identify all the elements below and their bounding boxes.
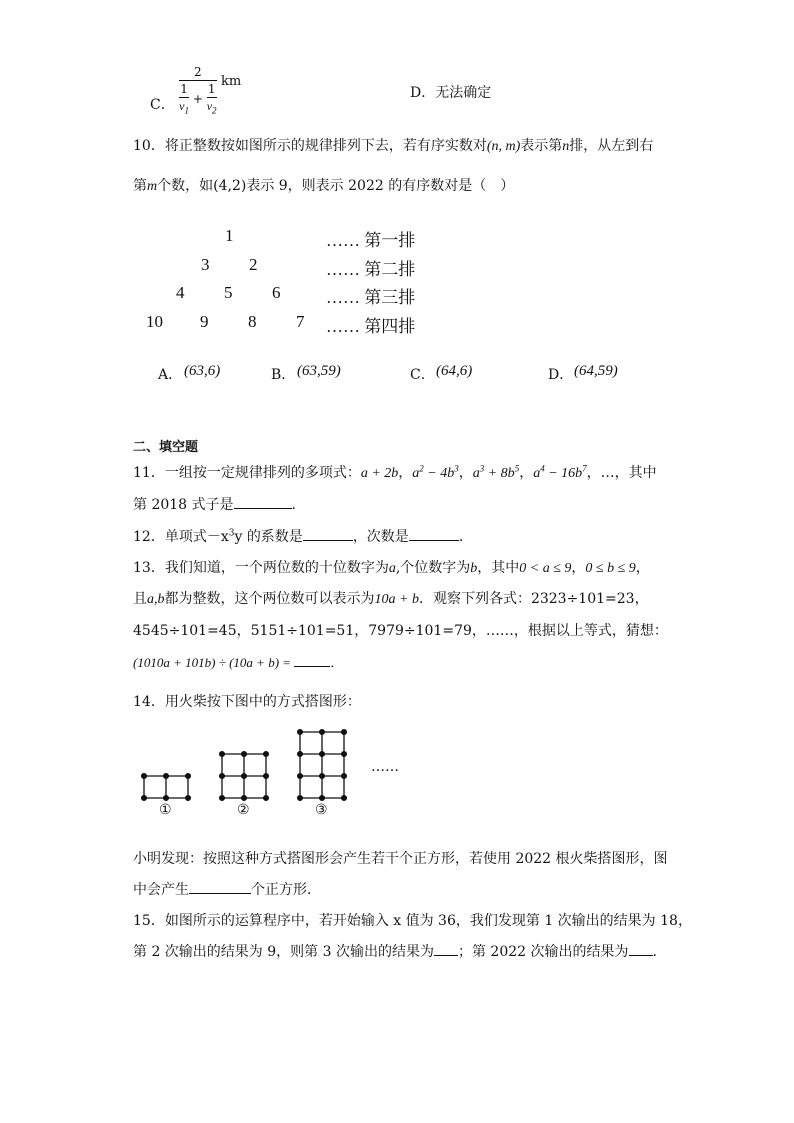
tri-r4-4: 7 [296,312,305,331]
answer-blank[interactable] [234,494,292,509]
q15-line1: 15．如图所示的运算程序中，若开始输入 x 值为 36，我们发现第 1 次输出的结果为 18， [133,913,692,929]
q10-option-a-value: (63,6) [184,363,221,379]
q11-poly-1: a + 2b [360,466,399,481]
tri-r4-3: 8 [248,312,257,331]
unit-km: km [221,74,242,90]
q14-line1: 小明发现：按照这种方式搭图形会产生若干个正方形，若使用 2022 根火柴搭图形，图 [133,851,668,867]
option-d: D．无法确定 [410,85,492,101]
option-c [150,64,241,120]
q11-line2: 第 2018 式子是 . [133,494,296,514]
answer-blank[interactable] [294,652,330,667]
q10-option-d-value: (64,59) [574,363,618,379]
answer-blank[interactable] [434,941,458,956]
q13-line1: 13．我们知道，一个两位数的十位数字为a,个位数字为b，其中0 < a ≤ 9，0 ≤ b ≤ 9， [133,560,650,576]
tri-r2-1: 3 [201,255,210,274]
q14-title: 14．用火柴按下图中的方式搭图形： [133,694,361,710]
figure-ellipsis: …… [371,759,399,775]
figure-label-2: ② [237,802,250,818]
figure-2 [220,752,269,801]
figure-label-3: ③ [315,802,328,818]
tri-r4-1: 10 [146,312,163,331]
section-heading: 二、填空题 [133,440,199,455]
q13-line2: 且a,b都为整数，这个两位数可以表示为10a + b．观察下列各式：2323÷101=23， [133,591,649,607]
answer-blank[interactable] [303,526,353,541]
q11-line1: 11．一组按一定规律排列的多项式：a + 2b，$a^2 - 4b^3$，$a^3 + 8b^5$，$a^4 - 16b^7$，…，其中 [133,463,657,481]
q10-option-c-label: C． [410,367,435,383]
q13-line4: (1010a + 101b) ÷ (10a + b) = ． [133,652,343,671]
q10-option-b-label: B． [271,367,296,383]
q10-option-c-value: (64,6) [436,363,473,379]
fraction-denominator: $\frac{1}{v_1}$ + $\frac{1}{v_2}$ [179,82,217,116]
q10-line2: 第m个数，如(4,2)表示 9，则表示 2022 的有序数对是（ ） [133,178,515,194]
tri-r1-1: 1 [225,226,234,245]
figure-3 [298,730,347,801]
q14-line2: 中会产生 个正方形． [133,879,321,899]
fraction-numerator: 2 [179,64,216,81]
q10-line1: 10．将正整数按如图所示的规律排列下去，若有序实数对(n, m)表示第n排，从左到右 [133,138,654,154]
figure-1 [142,774,191,801]
q11-poly-2: $a^2 - 4b^3$ [412,463,459,481]
row-label-3: …… 第三排 [326,288,416,307]
figure-label-1: ① [159,802,172,818]
tri-r2-2: 2 [249,255,258,274]
q11-poly-4: $a^4 - 16b^7$ [533,463,587,481]
q10-option-d-label: D． [548,367,574,383]
tri-r4-2: 9 [200,312,209,331]
answer-blank[interactable] [409,526,459,541]
q15-line2: 第 2 次输出的结果为 9，则第 3 次输出的结果为 ；第 2022 次输出的结果为 . [133,941,657,961]
answer-blank[interactable] [629,941,653,956]
q10-option-a-label: A． [158,367,183,383]
q11-poly-3: $a^3 + 8b^5$ [472,463,520,481]
option-c-fraction [179,64,216,118]
row-label-1: …… 第一排 [326,231,416,250]
row-label-2: …… 第二排 [326,260,416,279]
q13-line3: 4545÷101=45，5151÷101=51，7979÷101=79，……，根据以上等式，猜想： [133,623,668,639]
q12: 12．单项式$-x^3y$ 的系数是 ，次数是 . [133,526,463,546]
tri-r3-3: 6 [272,283,281,302]
row-label-4: …… 第四排 [326,317,416,336]
option-c-label: C． [150,97,175,114]
tri-r3-1: 4 [176,283,185,302]
q10-option-b-value: (63,59) [297,363,341,379]
answer-blank[interactable] [189,879,251,894]
tri-r3-2: 5 [224,283,233,302]
